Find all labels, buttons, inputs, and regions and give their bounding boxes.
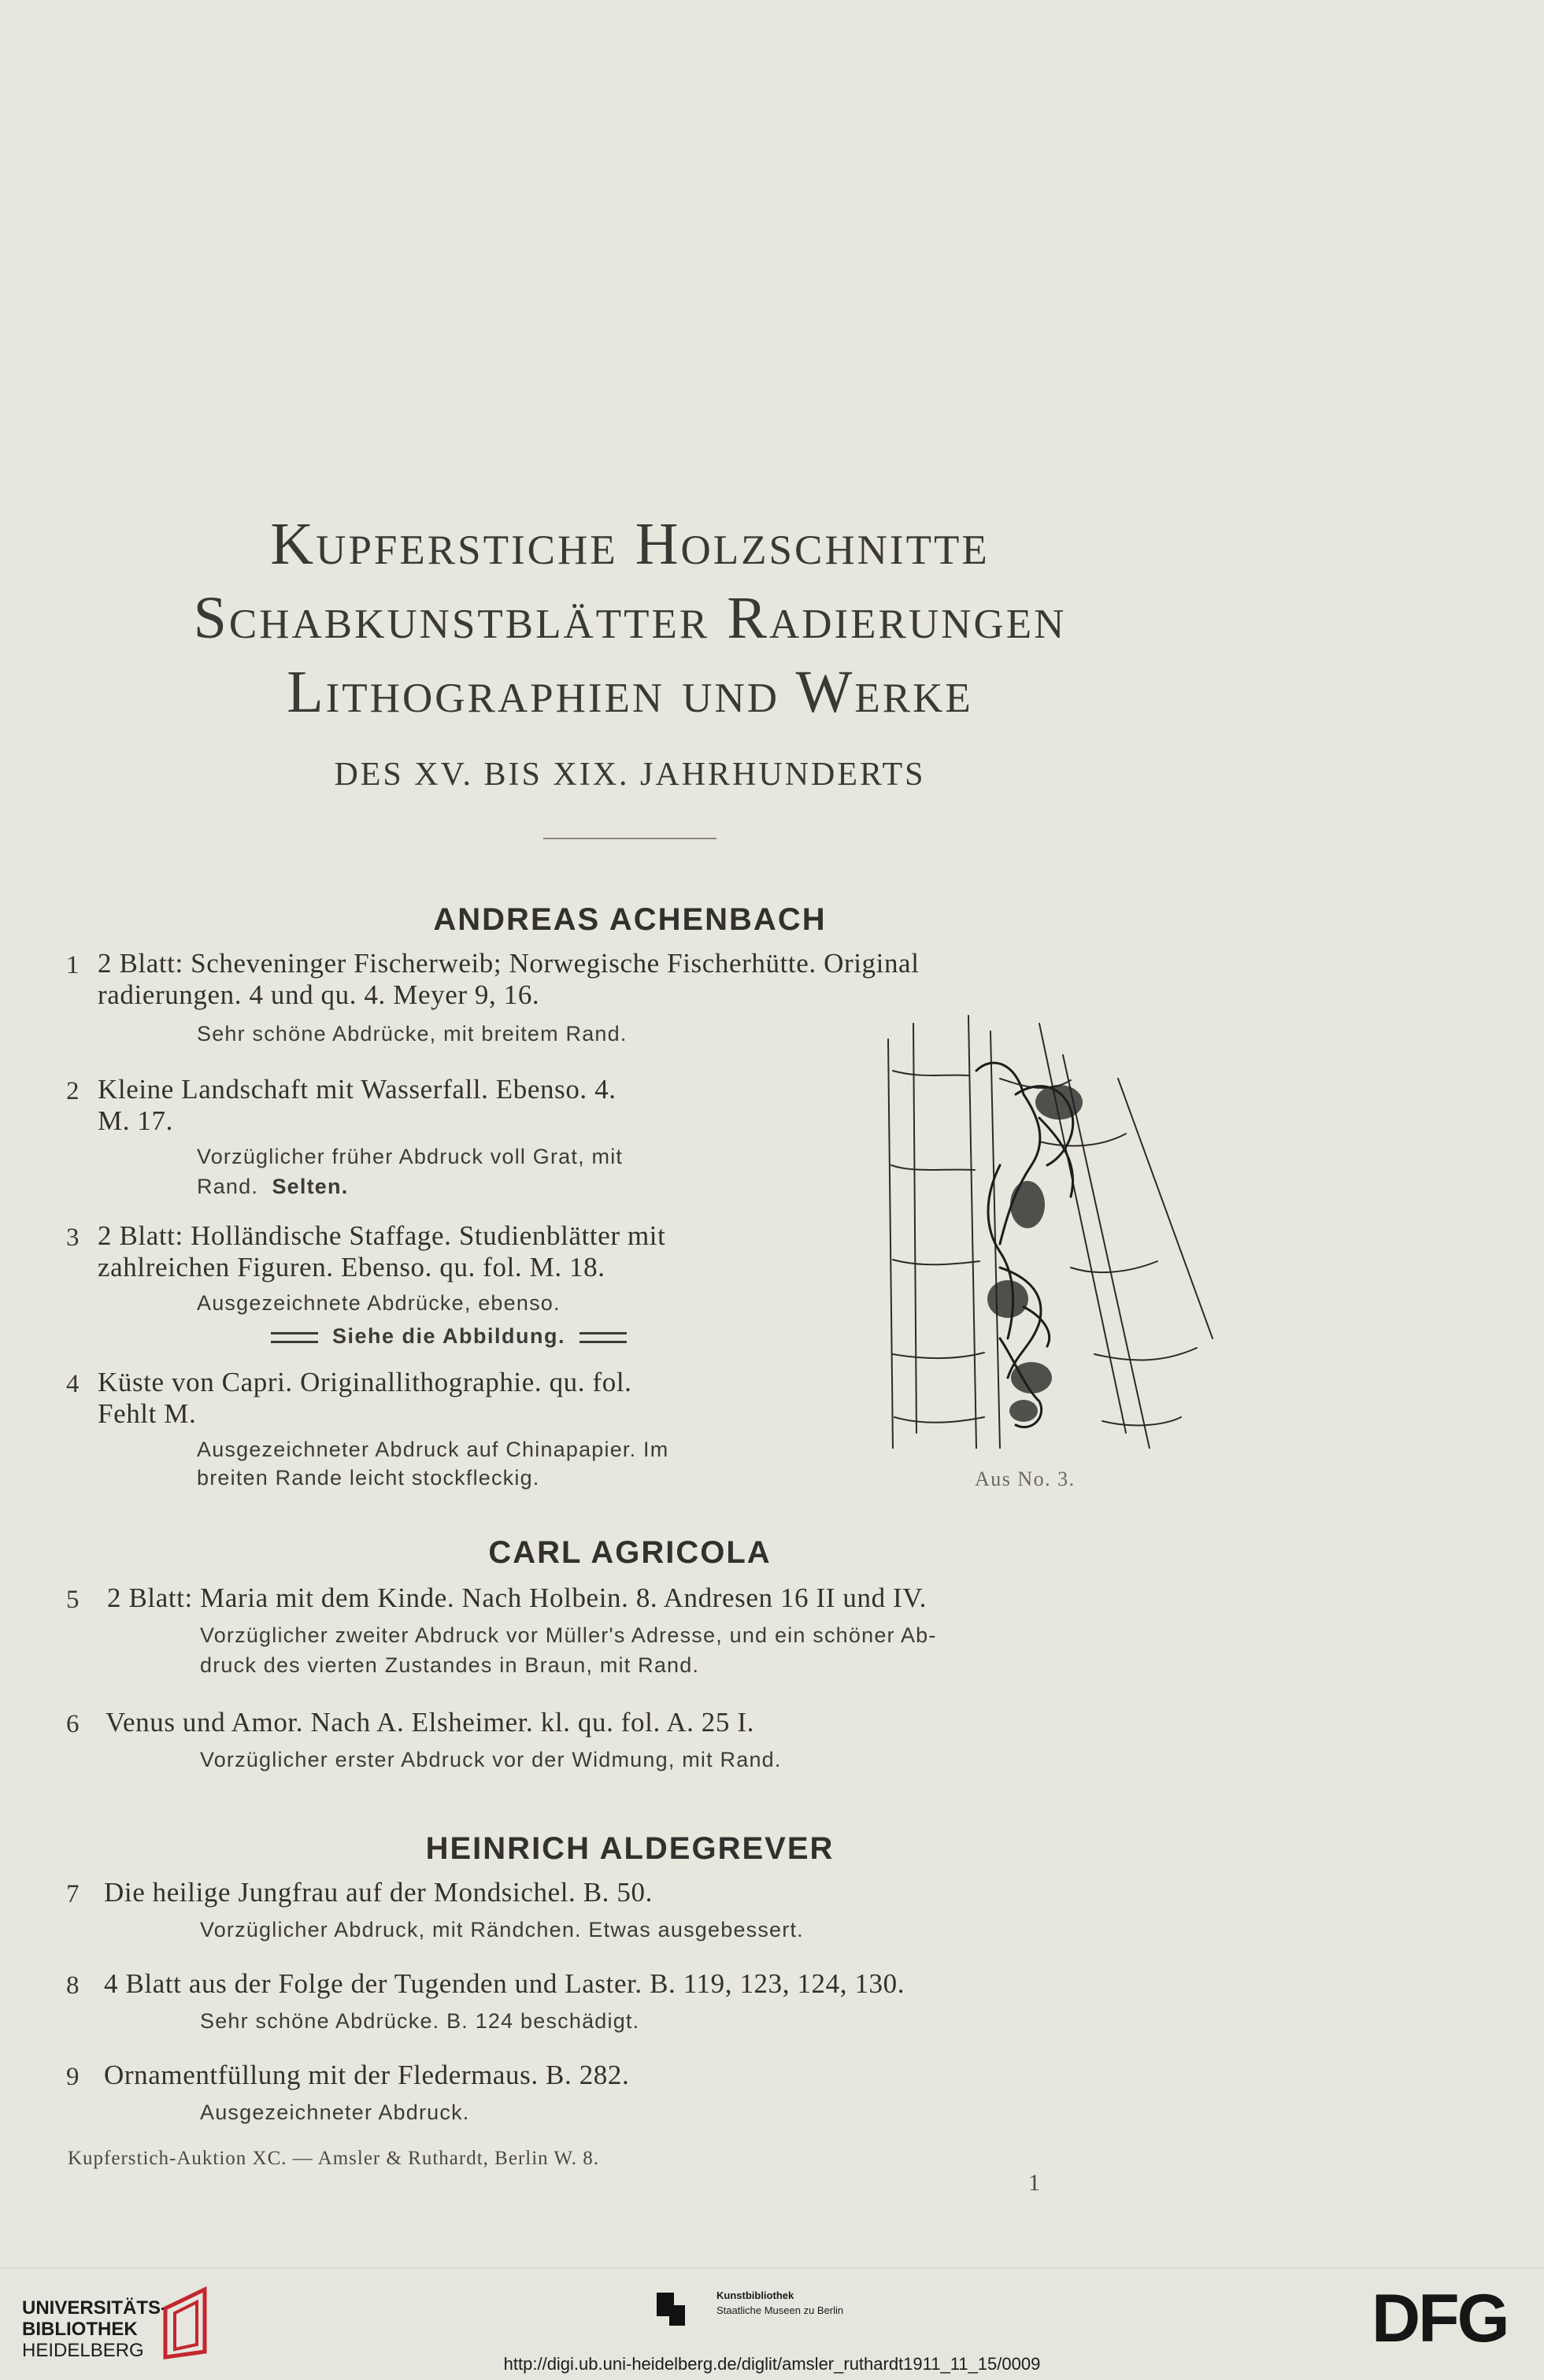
title-line-3: Lithographien und Werke — [287, 659, 973, 725]
entry-text-line: Kleine Landschaft mit Wasserfall. Ebenso. 4. — [98, 1074, 616, 1105]
entry-text-line: M. 17. — [98, 1105, 173, 1136]
entry-text-line: 2 Blatt: Scheveninger Fischerweib; Norwegische Fischerhütte. Original — [98, 948, 920, 979]
entry-note: Sehr schöne Abdrücke, mit breitem Rand. — [197, 1022, 628, 1046]
see-figure-note — [257, 1324, 641, 1349]
entry-note: breiten Rande leicht stockfleckig. — [197, 1466, 540, 1490]
entry-number: 6 — [66, 1710, 80, 1738]
entry-number: 1 — [66, 951, 80, 979]
entry-note: Vorzüglicher erster Abdruck vor der Widmung, mit Rand. — [200, 1748, 782, 1771]
entry-text-line: 2 Blatt: Maria mit dem Kinde. Nach Holbein. 8. Andresen 16 II und IV. — [107, 1582, 927, 1613]
entry-note: Ausgezeichneter Abdruck. — [200, 2101, 470, 2124]
entry-text-line: 4 Blatt aus der Folge der Tugenden und Laster. B. 119, 123, 124, 130. — [104, 1968, 905, 1999]
artist-heading-achenbach: ANDREAS ACHENBACH — [433, 902, 827, 937]
kunstbibliothek-logo[interactable] — [716, 2288, 843, 2318]
entry-number: 2 — [66, 1077, 80, 1105]
university-logo-icon — [157, 2285, 213, 2360]
see-figure-text: Siehe die Abbildung. — [332, 1324, 566, 1348]
figure-caption: Aus No. 3. — [975, 1468, 1076, 1490]
title-line-1: Kupferstiche Holzschnitte — [270, 511, 990, 577]
logo-text-line: BIBLIOTHEK — [22, 2319, 138, 2340]
entry-text-line: 2 Blatt: Holländische Staffage. Studienblätter mit — [98, 1220, 666, 1251]
entry-note: druck des vierten Zustandes in Braun, mit Rand. — [200, 1653, 700, 1677]
etching-illustration — [882, 1008, 1228, 1449]
title-line-2: Schabkunstblätter Radierungen — [193, 585, 1067, 651]
entry-note — [197, 1171, 348, 1201]
artist-heading-aldegrever: HEINRICH ALDEGREVER — [425, 1831, 835, 1866]
entry-text-line: Die heilige Jungfrau auf der Mondsichel. B. 50. — [104, 1877, 653, 1908]
artist-heading-agricola: CARL AGRICOLA — [488, 1535, 772, 1570]
university-library-logo[interactable] — [22, 2297, 167, 2361]
page-number: 1 — [1028, 2170, 1040, 2196]
entry-note-text: Rand. — [197, 1175, 259, 1198]
entry-text-line: zahlreichen Figuren. Ebenso. qu. fol. M. 18. — [98, 1252, 605, 1283]
entry-number: 9 — [66, 2063, 80, 2091]
logo-text-line: UNIVERSITÄTS- — [22, 2297, 168, 2319]
entry-number: 7 — [66, 1880, 80, 1908]
entry-text-line: Venus und Amor. Nach A. Elsheimer. kl. qu. fol. A. 25 I. — [106, 1707, 754, 1738]
entry-note: Sehr schöne Abdrücke. B. 124 beschädigt. — [200, 2009, 640, 2033]
logo-text-line: HEIDELBERG — [22, 2340, 144, 2361]
entry-note: Vorzüglicher zweiter Abdruck vor Müller's Adresse, und ein schöner Ab- — [200, 1623, 937, 1647]
entry-number: 3 — [66, 1223, 80, 1252]
entry-text-line: Fehlt M. — [98, 1398, 197, 1429]
divider-rule — [543, 838, 716, 839]
dfg-logo[interactable]: DFG — [1372, 2281, 1508, 2356]
entry-text-line: Küste von Capri. Originallithographie. qu. fol. — [98, 1367, 632, 1397]
double-rule — [579, 1332, 627, 1343]
logo-text-line: Kunstbibliothek — [716, 2289, 794, 2301]
entry-note: Vorzüglicher Abdruck, mit Rändchen. Etwas ausgebessert. — [200, 1918, 804, 1941]
entry-number: 5 — [66, 1586, 80, 1614]
permalink-url[interactable]: http://digi.ub.uni-heidelberg.de/diglit/amsler_ruthardt1911_11_15/0009 — [503, 2354, 1041, 2374]
entry-note: Vorzüglicher früher Abdruck voll Grat, mit — [197, 1145, 624, 1168]
kunstbibliothek-logo-icon — [657, 2286, 685, 2326]
entry-note: Ausgezeichnete Abdrücke, ebenso. — [197, 1291, 561, 1315]
subtitle: DES XV. BIS XIX. JAHRHUNDERTS — [334, 757, 926, 793]
double-rule — [271, 1332, 318, 1343]
entry-text-line: radierungen. 4 und qu. 4. Meyer 9, 16. — [98, 979, 540, 1010]
logo-text-line: Staatliche Museen zu Berlin — [716, 2304, 844, 2316]
rarity-mark: Selten. — [272, 1175, 349, 1198]
entry-number: 8 — [66, 1971, 80, 2000]
imprint-footer: Kupferstich-Auktion XC. — Amsler & Ruthardt, Berlin W. 8. — [68, 2148, 600, 2169]
entry-text-line: Ornamentfüllung mit der Fledermaus. B. 282. — [104, 2060, 630, 2090]
entry-note: Ausgezeichneter Abdruck auf Chinapapier. Im — [197, 1438, 669, 1461]
entry-number: 4 — [66, 1370, 80, 1398]
